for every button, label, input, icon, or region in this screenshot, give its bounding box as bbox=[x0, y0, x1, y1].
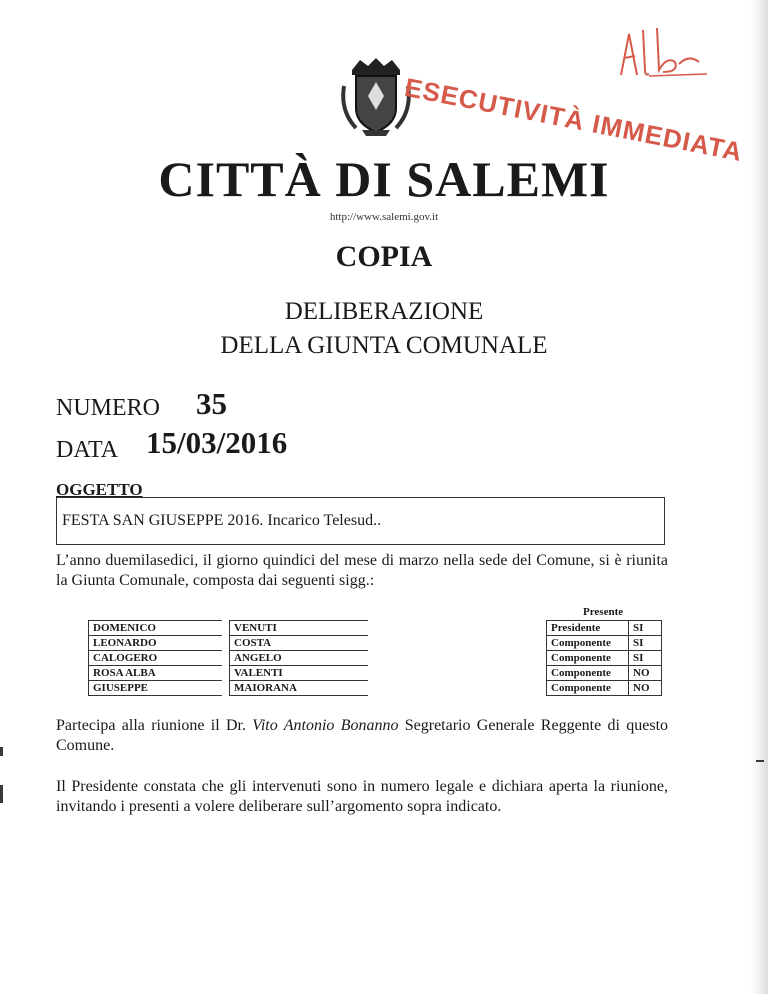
segretario-text-after: Segretario Generale Reggente di questo Comune. bbox=[56, 717, 669, 754]
table-row bbox=[89, 651, 662, 666]
numero-label: NUMERO bbox=[56, 395, 161, 421]
member-role: Componente bbox=[547, 651, 629, 666]
table-row bbox=[89, 621, 662, 636]
oggetto-label: OGGETTO bbox=[56, 480, 143, 499]
city-title: CITTÀ DI SALEMI bbox=[158, 151, 610, 207]
member-present: NO bbox=[629, 666, 662, 681]
member-first-name: DOMENICO bbox=[89, 621, 223, 636]
handwritten-signature bbox=[615, 20, 710, 80]
spacer bbox=[222, 636, 230, 651]
member-last-name: VENUTI bbox=[230, 621, 369, 636]
member-last-name: COSTA bbox=[230, 636, 369, 651]
scan-mark bbox=[0, 747, 3, 756]
title-line-2: DELLA GIUNTA COMUNALE bbox=[220, 332, 548, 359]
spacer bbox=[222, 651, 230, 666]
oggetto-text: FESTA SAN GIUSEPPE 2016. Incarico Telesud.. bbox=[62, 512, 382, 529]
numero-value: 35 bbox=[196, 386, 227, 421]
member-last-name: VALENTI bbox=[230, 666, 369, 681]
member-last-name: ANGELO bbox=[230, 651, 369, 666]
website-url: http://www.salemi.gov.it bbox=[329, 211, 439, 223]
closing-paragraph: Il Presidente constata che gli intervenuti sono in numero legale e dichiara aperta la riunione, invitando i presenti a volere deliberare sull’argomento sopra indicato. bbox=[56, 778, 668, 815]
member-present: SI bbox=[629, 621, 662, 636]
intro-paragraph: L’anno duemilasedici, il giorno quindici del mese di marzo nella sede del Comune, si è riunita la Giunta Comunale, composta dai seguenti sigg.: bbox=[56, 552, 668, 589]
member-role: Presidente bbox=[547, 621, 629, 636]
member-role: Componente bbox=[547, 681, 629, 696]
executivity-stamp: ESECUTIVITÀ IMMEDIATA bbox=[402, 72, 746, 168]
table-row bbox=[89, 666, 662, 681]
member-first-name: CALOGERO bbox=[89, 651, 223, 666]
member-present: SI bbox=[629, 651, 662, 666]
member-first-name: GIUSEPPE bbox=[89, 681, 223, 696]
table-row bbox=[89, 636, 662, 651]
member-present: NO bbox=[629, 681, 662, 696]
member-first-name: ROSA ALBA bbox=[89, 666, 223, 681]
document-title bbox=[0, 295, 768, 363]
spacer bbox=[368, 636, 547, 651]
data-value: 15/03/2016 bbox=[146, 425, 288, 460]
spacer bbox=[222, 681, 230, 696]
member-role: Componente bbox=[547, 666, 629, 681]
data-label: DATA bbox=[56, 437, 119, 463]
spacer bbox=[222, 666, 230, 681]
segretario-name: Vito Antonio Bonanno bbox=[252, 717, 399, 734]
member-role: Componente bbox=[547, 636, 629, 651]
segretario-text-before: Partecipa alla riunione il Dr. bbox=[56, 717, 253, 734]
member-last-name: MAIORANA bbox=[230, 681, 369, 696]
spacer bbox=[368, 621, 547, 636]
spacer bbox=[368, 681, 547, 696]
members-table bbox=[88, 620, 662, 696]
title-line-1: DELIBERAZIONE bbox=[284, 298, 484, 325]
spacer bbox=[222, 621, 230, 636]
member-first-name: LEONARDO bbox=[89, 636, 223, 651]
copy-label: COPIA bbox=[335, 240, 433, 273]
scan-mark bbox=[0, 785, 3, 803]
table-row bbox=[89, 681, 662, 696]
segretario-paragraph bbox=[56, 716, 668, 756]
spacer bbox=[368, 666, 547, 681]
scan-mark bbox=[756, 760, 764, 762]
member-present: SI bbox=[629, 636, 662, 651]
presente-header: Presente bbox=[583, 606, 624, 618]
spacer bbox=[368, 651, 547, 666]
